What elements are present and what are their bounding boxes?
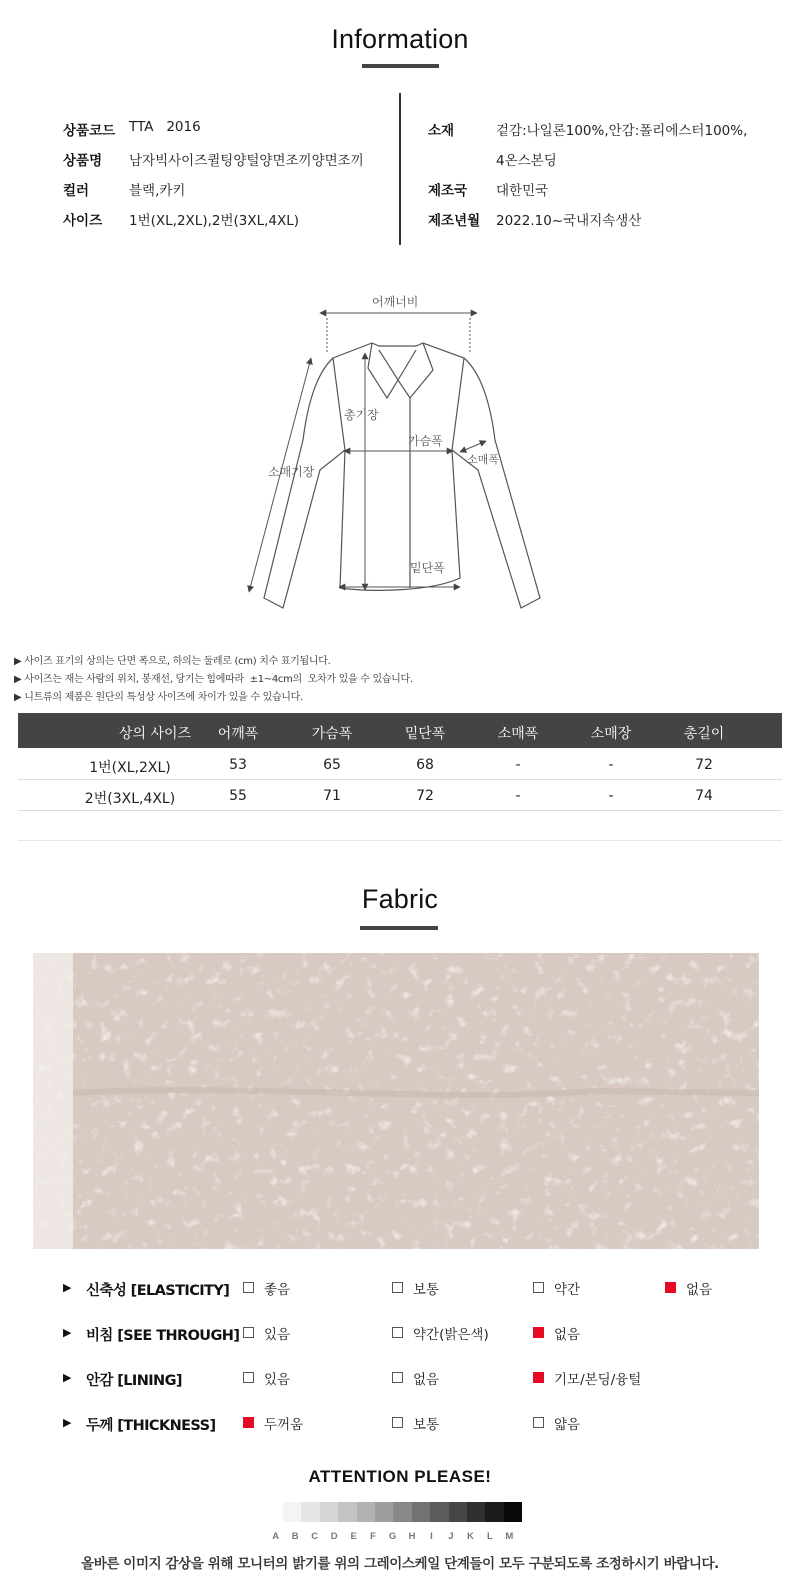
grayscale-letter: K [466, 1531, 474, 1542]
grayscale-letter: J [448, 1531, 454, 1542]
info-label-material: 소재 [428, 123, 455, 139]
grayscale-swatch-H [412, 1502, 430, 1522]
grayscale-swatch-C [320, 1502, 338, 1522]
size-row-2-size: 2번(3XL,4XL) [84, 791, 176, 807]
grayscale-swatch-F [375, 1502, 393, 1522]
size-header-shoulder: 어깨폭 [217, 726, 259, 742]
monitor-brightness-note: 올바른 이미지 감상을 위해 모니터의 밝기를 위의 그레이스케일 단계들이 모두 구분되도록 조정하시기 바랍니다. [81, 1556, 719, 1572]
grayscale-swatch-I [430, 1502, 448, 1522]
information-title-underline [362, 64, 439, 68]
info-value-country: 대한민국 [496, 183, 549, 199]
info-value-product-name: 남자빅사이즈퀼팅양털양면조끼양면조끼 [129, 153, 364, 169]
grayscale-swatch-K [467, 1502, 485, 1522]
lining-fleece-label: 기모/본딩/융털 [554, 1372, 642, 1388]
fabric-title: Fabric [361, 884, 439, 914]
size-header-sleeve-width: 소매폭 [497, 726, 539, 742]
grayscale-letter: F [370, 1531, 376, 1542]
label-hem: 밑단폭 [410, 561, 445, 575]
size-header-chest: 가슴폭 [311, 726, 353, 742]
lining-no-label: 없음 [413, 1372, 440, 1388]
grayscale-swatch-J [449, 1502, 467, 1522]
jacket-collar-outline [368, 343, 433, 398]
attention-title: ATTENTION PLEASE! [308, 1467, 492, 1486]
thickness-thin-checkbox[interactable] [533, 1417, 544, 1428]
lining-no-checkbox[interactable] [392, 1372, 403, 1383]
grayscale-swatch-M [504, 1502, 522, 1522]
label-shoulder: 어깨너비 [372, 295, 419, 309]
size-header-size: 상의 사이즈 [118, 726, 192, 742]
info-label-color: 컬러 [63, 183, 90, 199]
information-title: Information [331, 24, 469, 54]
see-through-label: 비침 [SEE THROUGH] [86, 1328, 240, 1344]
section-divider [18, 840, 782, 841]
info-label-size: 사이즈 [63, 213, 103, 229]
grayscale-letter: C [311, 1531, 319, 1542]
elasticity-none-checkbox[interactable] [665, 1282, 676, 1293]
size-row-1-size: 1번(XL,2XL) [89, 760, 171, 776]
grayscale-letters [266, 1531, 519, 1542]
see-through-arrow: ▶ [63, 1326, 72, 1339]
size-note-1: ▶ 사이즈 표기의 상의는 단면 폭으로, 하의는 둘레로 (cm) 치수 표기됩니다. [14, 656, 331, 667]
size-note-2: ▶ 사이즈는 재는 사람의 위치, 봉재선, 당기는 힘에따라 ±1~4cm의 오차가 있을 수 있습니다. [14, 674, 413, 685]
grayscale-swatch-L [485, 1502, 503, 1522]
grayscale-swatch-B [301, 1502, 319, 1522]
grayscale-swatch-A [283, 1502, 301, 1522]
thickness-thin-label: 얇음 [554, 1417, 581, 1433]
size-header-sleeve-length: 소매장 [590, 726, 632, 742]
size-row-2-chest: 71 [323, 788, 341, 804]
info-value-color: 블랙,카키 [129, 183, 186, 199]
info-label-country: 제조국 [428, 183, 468, 199]
info-value-size: 1번(XL,2XL),2번(3XL,4XL) [129, 213, 300, 229]
size-row-2-total-length: 74 [695, 788, 713, 804]
size-header-hem: 밑단폭 [404, 726, 446, 742]
grayscale-letter: L [486, 1531, 493, 1542]
see-through-none-label: 없음 [554, 1327, 581, 1343]
see-through-slight-label: 약간(밝은색) [413, 1327, 489, 1343]
size-header-total-length: 총길이 [683, 726, 725, 742]
lining-label: 안감 [LINING] [86, 1373, 182, 1389]
size-row-1-sleeve-width: - [515, 757, 521, 773]
size-row-1-chest: 65 [323, 757, 341, 773]
garment-size-diagram [0, 280, 800, 620]
info-value-manufacture-date: 2022.10~국내지속생산 [496, 213, 642, 229]
label-sleeve-width: 소매폭 [467, 453, 499, 466]
see-through-yes-label: 있음 [264, 1327, 291, 1343]
grayscale-letter: A [272, 1531, 280, 1542]
see-through-yes-checkbox[interactable] [243, 1327, 254, 1338]
label-sleeve-length: 소매기장 [268, 465, 315, 479]
size-row-2-sleeve-length: - [608, 788, 614, 804]
grayscale-swatch-G [393, 1502, 411, 1522]
size-row-1-sleeve-length: - [608, 757, 614, 773]
size-row-1-shoulder: 53 [229, 757, 247, 773]
size-note-3: ▶ 니트류의 제품은 원단의 특성상 사이즈에 차이가 있을 수 있습니다. [14, 692, 303, 703]
size-row-2-sleeve-width: - [515, 788, 521, 804]
see-through-slight-checkbox[interactable] [392, 1327, 403, 1338]
lining-yes-checkbox[interactable] [243, 1372, 254, 1383]
size-row-2-hem: 72 [416, 788, 434, 804]
label-chest: 가슴폭 [408, 434, 443, 448]
left-sleeve-outline [264, 358, 345, 608]
fabric-closeup-photo [33, 953, 759, 1249]
elasticity-slight-label: 약간 [554, 1282, 581, 1298]
lining-yes-label: 있음 [264, 1372, 291, 1388]
grayscale-letter: D [330, 1531, 338, 1542]
thickness-normal-checkbox[interactable] [392, 1417, 403, 1428]
right-sleeve-outline [452, 358, 540, 608]
lining-fleece-checkbox[interactable] [533, 1372, 544, 1383]
thickness-normal-label: 보통 [413, 1417, 440, 1433]
info-value-material-2: 4온스본딩 [496, 153, 557, 169]
thickness-thick-checkbox[interactable] [243, 1417, 254, 1428]
thickness-label: 두께 [THICKNESS] [86, 1418, 216, 1434]
sleeve-width-arrow [460, 441, 486, 452]
elasticity-good-checkbox[interactable] [243, 1282, 254, 1293]
info-value-product-code: TTA 2016 [129, 119, 201, 135]
elasticity-label: 신축성 [ELASTICITY] [86, 1283, 230, 1299]
info-divider [399, 93, 401, 245]
size-table-header [18, 713, 782, 748]
see-through-none-checkbox[interactable] [533, 1327, 544, 1338]
grayscale-swatch-D [338, 1502, 356, 1522]
lining-arrow: ▶ [63, 1371, 72, 1384]
elasticity-normal-checkbox[interactable] [392, 1282, 403, 1293]
elasticity-none-label: 없음 [686, 1282, 713, 1298]
size-row-2-shoulder: 55 [229, 788, 247, 804]
grayscale-letter: H [408, 1531, 416, 1542]
info-label-product-code: 상품코드 [63, 123, 116, 139]
size-row-divider [18, 779, 782, 780]
thickness-thick-label: 두꺼움 [264, 1417, 304, 1433]
grayscale-letter: G [388, 1531, 397, 1542]
fabric-title-underline [360, 926, 438, 930]
size-row-1-total-length: 72 [695, 757, 713, 773]
grayscale-letter: I [430, 1531, 433, 1542]
grayscale-letter: B [291, 1531, 299, 1542]
label-total-length: 총기장 [344, 408, 379, 422]
grayscale-strip [283, 1502, 522, 1522]
grayscale-letter: E [350, 1531, 357, 1542]
elasticity-slight-checkbox[interactable] [533, 1282, 544, 1293]
info-value-material: 겉감:나일론100%,안감:폴리에스터100%, [496, 123, 748, 139]
elasticity-good-label: 좋음 [264, 1282, 291, 1298]
elasticity-normal-label: 보통 [413, 1282, 440, 1298]
info-label-product-name: 상품명 [63, 153, 103, 169]
thickness-arrow: ▶ [63, 1416, 72, 1429]
grayscale-letter: M [505, 1531, 514, 1542]
size-row-1-hem: 68 [416, 757, 434, 773]
grayscale-swatch-E [357, 1502, 375, 1522]
elasticity-arrow: ▶ [63, 1281, 72, 1294]
size-table-bottom-line [18, 810, 782, 811]
info-label-manufacture-date: 제조년월 [428, 213, 481, 229]
